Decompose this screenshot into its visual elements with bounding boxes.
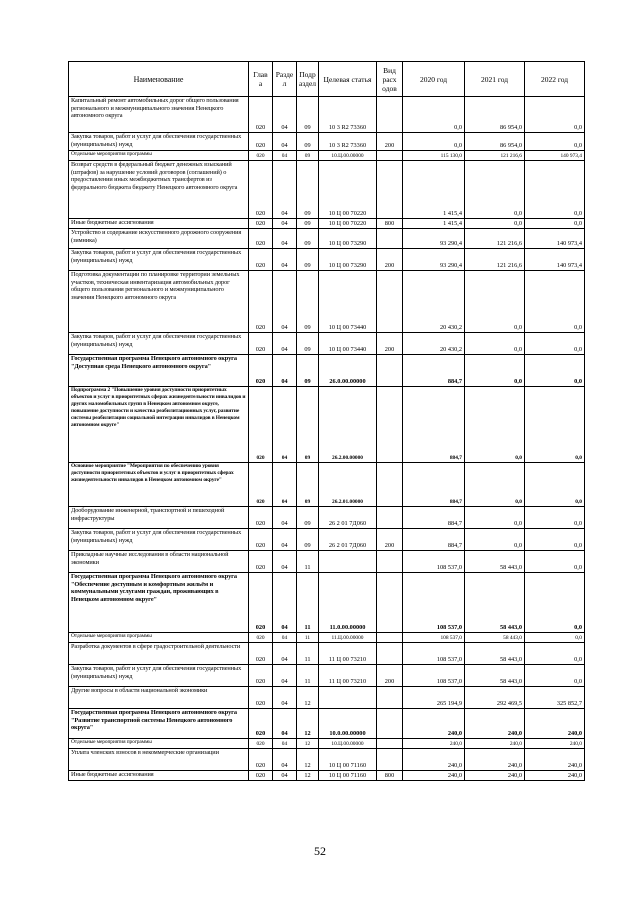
- cell-glava: 020: [249, 151, 273, 161]
- cell-podrazdel: 11: [297, 573, 319, 633]
- cell-2020: 0,0: [403, 133, 465, 151]
- table-row: [69, 219, 585, 229]
- cell-podrazdel: 09: [297, 133, 319, 151]
- cell-vid: 800: [377, 771, 403, 781]
- table-row: [69, 633, 585, 643]
- cell-podrazdel: 11: [297, 551, 319, 573]
- cell-2021: 240,0: [465, 749, 525, 771]
- cell-2022: 0,0: [525, 97, 585, 133]
- cell-razdel: 04: [273, 507, 297, 529]
- header-name: Наименование: [69, 62, 249, 97]
- cell-podrazdel: 12: [297, 771, 319, 781]
- cell-glava: 020: [249, 551, 273, 573]
- cell-2022: 240,0: [525, 739, 585, 749]
- cell-article: 26.2.00.00000: [319, 387, 377, 463]
- cell-2021: 121 216,6: [465, 229, 525, 249]
- cell-name: Иные бюджетные ассигнования: [69, 771, 249, 781]
- cell-razdel: 04: [273, 529, 297, 551]
- cell-podrazdel: 09: [297, 507, 319, 529]
- cell-name: Закупка товаров, работ и услуг для обеспечения государственных (муниципальных) нужд: [69, 529, 249, 551]
- cell-podrazdel: 09: [297, 529, 319, 551]
- cell-2020: 93 290,4: [403, 249, 465, 271]
- cell-2020: 1 415,4: [403, 161, 465, 219]
- cell-name: Отдельные мероприятия программы: [69, 739, 249, 749]
- cell-2022: 0,0: [525, 133, 585, 151]
- cell-podrazdel: 09: [297, 387, 319, 463]
- cell-podrazdel: 09: [297, 151, 319, 161]
- cell-glava: 020: [249, 229, 273, 249]
- cell-article: 26 2 01 7Д060: [319, 529, 377, 551]
- cell-article: 11.Ц.00.00000: [319, 633, 377, 643]
- cell-2022: 0,0: [525, 463, 585, 507]
- cell-2022: 140 973,4: [525, 249, 585, 271]
- cell-2021: 58 443,0: [465, 551, 525, 573]
- cell-glava: 020: [249, 463, 273, 507]
- cell-razdel: 04: [273, 355, 297, 387]
- cell-vid: 200: [377, 529, 403, 551]
- cell-2020: 1 415,4: [403, 219, 465, 229]
- cell-vid: [377, 229, 403, 249]
- cell-2021: 240,0: [465, 709, 525, 739]
- cell-2020: 108 537,0: [403, 633, 465, 643]
- cell-razdel: 04: [273, 573, 297, 633]
- cell-razdel: 04: [273, 97, 297, 133]
- cell-glava: 020: [249, 97, 273, 133]
- cell-glava: 020: [249, 529, 273, 551]
- cell-vid: [377, 551, 403, 573]
- cell-glava: 020: [249, 507, 273, 529]
- cell-razdel: 04: [273, 771, 297, 781]
- cell-2021: 121 216,6: [465, 249, 525, 271]
- cell-glava: 020: [249, 749, 273, 771]
- cell-razdel: 04: [273, 739, 297, 749]
- table-row: [69, 97, 585, 133]
- cell-glava: 020: [249, 271, 273, 333]
- table-row: [69, 271, 585, 333]
- cell-2021: 0,0: [465, 333, 525, 355]
- cell-2022: 0,0: [525, 333, 585, 355]
- header-year-2020: 2020 год: [403, 62, 465, 97]
- cell-vid: [377, 463, 403, 507]
- header-year-2022: 2022 год: [525, 62, 585, 97]
- cell-2022: 0,0: [525, 271, 585, 333]
- cell-2022: 0,0: [525, 355, 585, 387]
- table-row: [69, 573, 585, 633]
- table-row: [69, 749, 585, 771]
- cell-razdel: 04: [273, 133, 297, 151]
- cell-razdel: 04: [273, 249, 297, 271]
- cell-podrazdel: 09: [297, 271, 319, 333]
- cell-2020: 884,7: [403, 507, 465, 529]
- cell-name: Подпрограмма 2 "Повышение уровня доступности приоритетных объектов и услуг в приоритетных сферах жизнедеятельности инвалидов и других маломобильных групп в Ненецком автономном округе, повышение доступности и качества реабилитационных услуг, развитие системы реабилитации социальной интеграции инвалидов в Ненецком автономном округе": [69, 387, 249, 463]
- cell-vid: [377, 709, 403, 739]
- cell-2022: 140 973,4: [525, 229, 585, 249]
- table-row: [69, 151, 585, 161]
- cell-razdel: 04: [273, 271, 297, 333]
- cell-vid: [377, 161, 403, 219]
- table-row: [69, 665, 585, 687]
- cell-vid: [377, 687, 403, 709]
- cell-glava: 020: [249, 387, 273, 463]
- table-body: [69, 97, 585, 781]
- cell-article: 10.Ц.00.00000: [319, 739, 377, 749]
- cell-razdel: 04: [273, 463, 297, 507]
- cell-2022: 240,0: [525, 771, 585, 781]
- cell-glava: 020: [249, 665, 273, 687]
- cell-2021: 240,0: [465, 739, 525, 749]
- cell-glava: 020: [249, 633, 273, 643]
- table-row: [69, 463, 585, 507]
- cell-razdel: 04: [273, 333, 297, 355]
- table-row: [69, 739, 585, 749]
- budget-table: [68, 61, 585, 781]
- cell-razdel: 04: [273, 643, 297, 665]
- page-number: 52: [314, 844, 326, 858]
- cell-2020: 240,0: [403, 739, 465, 749]
- cell-2021: 86 954,0: [465, 133, 525, 151]
- cell-2021: 0,0: [465, 355, 525, 387]
- cell-2021: 0,0: [465, 463, 525, 507]
- cell-podrazdel: 09: [297, 333, 319, 355]
- cell-2021: 58 443,0: [465, 573, 525, 633]
- header-razdel: Разде л: [273, 62, 297, 97]
- cell-name: Государственная программа Ненецкого автономного округа "Доступная среда Ненецкого автономного округа": [69, 355, 249, 387]
- cell-razdel: 04: [273, 151, 297, 161]
- cell-razdel: 04: [273, 749, 297, 771]
- cell-2021: 0,0: [465, 387, 525, 463]
- cell-2020: 265 194,9: [403, 687, 465, 709]
- cell-article: 11.0.00.00000: [319, 573, 377, 633]
- cell-article: 10 Ц 00 71160: [319, 749, 377, 771]
- cell-2020: 20 430,2: [403, 271, 465, 333]
- cell-2021: 0,0: [465, 161, 525, 219]
- cell-glava: 020: [249, 573, 273, 633]
- cell-razdel: 04: [273, 161, 297, 219]
- cell-2021: 86 954,0: [465, 97, 525, 133]
- cell-2020: 0,0: [403, 97, 465, 133]
- cell-razdel: 04: [273, 387, 297, 463]
- table-header: [69, 62, 585, 97]
- cell-razdel: 04: [273, 551, 297, 573]
- cell-2021: 121 216,6: [465, 151, 525, 161]
- cell-vid: 200: [377, 249, 403, 271]
- cell-vid: [377, 355, 403, 387]
- cell-name: Другие вопросы в области национальной экономики: [69, 687, 249, 709]
- table-row: [69, 355, 585, 387]
- table-row: [69, 551, 585, 573]
- cell-name: Иные бюджетные ассигнования: [69, 219, 249, 229]
- cell-vid: [377, 643, 403, 665]
- cell-2022: 0,0: [525, 643, 585, 665]
- cell-glava: 020: [249, 739, 273, 749]
- cell-2021: 0,0: [465, 271, 525, 333]
- cell-vid: 800: [377, 219, 403, 229]
- cell-2022: 325 852,7: [525, 687, 585, 709]
- cell-article: 26.0.00.00000: [319, 355, 377, 387]
- table-row: [69, 133, 585, 151]
- cell-article: 10 Ц 00 70220: [319, 161, 377, 219]
- cell-article: 11 Ц 00 73210: [319, 643, 377, 665]
- cell-podrazdel: 09: [297, 249, 319, 271]
- cell-2021: 292 469,5: [465, 687, 525, 709]
- cell-2020: 884,7: [403, 529, 465, 551]
- cell-podrazdel: 12: [297, 687, 319, 709]
- cell-2020: 108 537,0: [403, 665, 465, 687]
- cell-2022: 0,0: [525, 507, 585, 529]
- cell-2021: 0,0: [465, 529, 525, 551]
- cell-razdel: 04: [273, 219, 297, 229]
- cell-article: 10.0.00.00000: [319, 709, 377, 739]
- cell-vid: [377, 387, 403, 463]
- cell-article: 26 2 01 7Д060: [319, 507, 377, 529]
- cell-podrazdel: 11: [297, 633, 319, 643]
- cell-vid: 200: [377, 665, 403, 687]
- cell-glava: 020: [249, 355, 273, 387]
- cell-razdel: 04: [273, 709, 297, 739]
- table-row: [69, 643, 585, 665]
- cell-2020: 93 290,4: [403, 229, 465, 249]
- cell-2021: 240,0: [465, 771, 525, 781]
- cell-2020: 240,0: [403, 709, 465, 739]
- cell-razdel: 04: [273, 633, 297, 643]
- table-row: [69, 507, 585, 529]
- table-row: [69, 387, 585, 463]
- cell-2022: 0,0: [525, 633, 585, 643]
- cell-article: 11 Ц 00 73210: [319, 665, 377, 687]
- cell-2020: 108 537,0: [403, 643, 465, 665]
- cell-razdel: 04: [273, 665, 297, 687]
- cell-vid: [377, 749, 403, 771]
- cell-article: 26.2.01.00000: [319, 463, 377, 507]
- cell-vid: [377, 739, 403, 749]
- cell-article: [319, 687, 377, 709]
- table-row: [69, 249, 585, 271]
- cell-2020: 884,7: [403, 355, 465, 387]
- cell-2021: 0,0: [465, 507, 525, 529]
- cell-article: 10 3 R2 73360: [319, 97, 377, 133]
- cell-2020: 240,0: [403, 771, 465, 781]
- cell-glava: 020: [249, 687, 273, 709]
- cell-2021: 58 443,0: [465, 633, 525, 643]
- cell-name: Отдельные мероприятия программы: [69, 633, 249, 643]
- cell-article: 10.Ц.00.00000: [319, 151, 377, 161]
- cell-glava: 020: [249, 643, 273, 665]
- cell-podrazdel: 09: [297, 161, 319, 219]
- cell-glava: 020: [249, 709, 273, 739]
- cell-article: 10 Ц 00 73290: [319, 229, 377, 249]
- cell-2021: 58 443,0: [465, 643, 525, 665]
- header-podrazdel: Подр аздел: [297, 62, 319, 97]
- cell-name: Дооборудование инженерной, транспортной и пешеходной инфраструктуры: [69, 507, 249, 529]
- table-row: [69, 709, 585, 739]
- cell-name: Отдельные мероприятия программы: [69, 151, 249, 161]
- cell-2022: 0,0: [525, 161, 585, 219]
- cell-name: Закупка товаров, работ и услуг для обеспечения государственных (муниципальных) нужд: [69, 333, 249, 355]
- cell-podrazdel: 09: [297, 355, 319, 387]
- cell-name: Прикладные научные исследования в области национальной экономики: [69, 551, 249, 573]
- cell-glava: 020: [249, 219, 273, 229]
- cell-article: 10 Ц 00 73440: [319, 271, 377, 333]
- cell-2022: 0,0: [525, 665, 585, 687]
- cell-name: Возврат средств в федеральный бюджет денежных взысканий (штрафов) за нарушение условий договоров (соглашений) о предоставлении иных межбюджетных трансфертов из федерального бюджета бюджету Ненецкого автономного округа: [69, 161, 249, 219]
- cell-glava: 020: [249, 133, 273, 151]
- table-row: [69, 229, 585, 249]
- cell-podrazdel: 09: [297, 219, 319, 229]
- cell-glava: 020: [249, 249, 273, 271]
- cell-name: Государственная программа Ненецкого автономного округа "Обеспечение доступным и комфортным жильём и коммунальными услугами граждан, проживающих в Ненецком автономном округе": [69, 573, 249, 633]
- cell-name: Государственная программа Ненецкого автономного округа "Развитие транспортной системы Ненецкого автономного округа": [69, 709, 249, 739]
- header-row: [69, 62, 585, 97]
- cell-2020: 115 130,0: [403, 151, 465, 161]
- cell-name: Основное мероприятие "Мероприятия по обеспечению уровня доступности приоритетных объектов и услуг в приоритетных сферах жизнедеятельности инвалидов в Ненецком автономном округе": [69, 463, 249, 507]
- cell-name: Закупка товаров, работ и услуг для обеспечения государственных (муниципальных) нужд: [69, 133, 249, 151]
- cell-name: Разработка документов в сфере градостроительной деятельности: [69, 643, 249, 665]
- cell-2020: 108 537,0: [403, 551, 465, 573]
- cell-name: Уплата членских взносов в некоммерческие организации: [69, 749, 249, 771]
- cell-podrazdel: 12: [297, 749, 319, 771]
- cell-vid: 200: [377, 333, 403, 355]
- cell-2022: 140 973,4: [525, 151, 585, 161]
- header-vid: Вид расх одов: [377, 62, 403, 97]
- cell-article: 10 Ц 00 73290: [319, 249, 377, 271]
- table-row: [69, 161, 585, 219]
- table-row: [69, 529, 585, 551]
- cell-2022: 240,0: [525, 749, 585, 771]
- cell-vid: [377, 573, 403, 633]
- cell-podrazdel: 09: [297, 97, 319, 133]
- cell-2020: 108 537,0: [403, 573, 465, 633]
- cell-vid: [377, 97, 403, 133]
- cell-vid: [377, 633, 403, 643]
- cell-2022: 0,0: [525, 573, 585, 633]
- cell-podrazdel: 12: [297, 709, 319, 739]
- header-article: Целевая статья: [319, 62, 377, 97]
- cell-glava: 020: [249, 333, 273, 355]
- cell-2020: 240,0: [403, 749, 465, 771]
- cell-2020: 884,7: [403, 463, 465, 507]
- cell-podrazdel: 12: [297, 739, 319, 749]
- cell-2020: 20 430,2: [403, 333, 465, 355]
- table-row: [69, 687, 585, 709]
- cell-2022: 0,0: [525, 551, 585, 573]
- cell-article: 10 Ц 00 71160: [319, 771, 377, 781]
- cell-razdel: 04: [273, 229, 297, 249]
- header-glava: Глав а: [249, 62, 273, 97]
- cell-article: 10 Ц 00 70220: [319, 219, 377, 229]
- cell-glava: 020: [249, 161, 273, 219]
- cell-name: Капитальный ремонт автомобильных дорог общего пользования регионального и межмуниципального значения Ненецкого автономного округа: [69, 97, 249, 133]
- cell-article: 10 Ц 00 73440: [319, 333, 377, 355]
- cell-2022: 0,0: [525, 219, 585, 229]
- cell-podrazdel: 11: [297, 643, 319, 665]
- cell-article: 10 3 R2 73360: [319, 133, 377, 151]
- cell-vid: [377, 507, 403, 529]
- cell-name: Устройство и содержание искусственного дорожного сооружения (зимника): [69, 229, 249, 249]
- cell-2021: 0,0: [465, 219, 525, 229]
- cell-vid: 200: [377, 133, 403, 151]
- cell-2022: 0,0: [525, 529, 585, 551]
- cell-name: Подготовка документации по планировке территории земельных участков, техническая инвентаризация автомобильных дорог общего пользования регионального и межмуниципального значения Ненецкого автономного округа: [69, 271, 249, 333]
- cell-podrazdel: 09: [297, 463, 319, 507]
- header-year-2021: 2021 год: [465, 62, 525, 97]
- cell-podrazdel: 11: [297, 665, 319, 687]
- cell-name: Закупка товаров, работ и услуг для обеспечения государственных (муниципальных) нужд: [69, 249, 249, 271]
- table-row: [69, 333, 585, 355]
- cell-article: [319, 551, 377, 573]
- cell-razdel: 04: [273, 687, 297, 709]
- cell-vid: [377, 271, 403, 333]
- cell-2022: 240,0: [525, 709, 585, 739]
- cell-podrazdel: 09: [297, 229, 319, 249]
- cell-2020: 884,7: [403, 387, 465, 463]
- table-row: [69, 771, 585, 781]
- cell-vid: [377, 151, 403, 161]
- cell-name: Закупка товаров, работ и услуг для обеспечения государственных (муниципальных) нужд: [69, 665, 249, 687]
- cell-2021: 58 443,0: [465, 665, 525, 687]
- cell-2022: 0,0: [525, 387, 585, 463]
- cell-glava: 020: [249, 771, 273, 781]
